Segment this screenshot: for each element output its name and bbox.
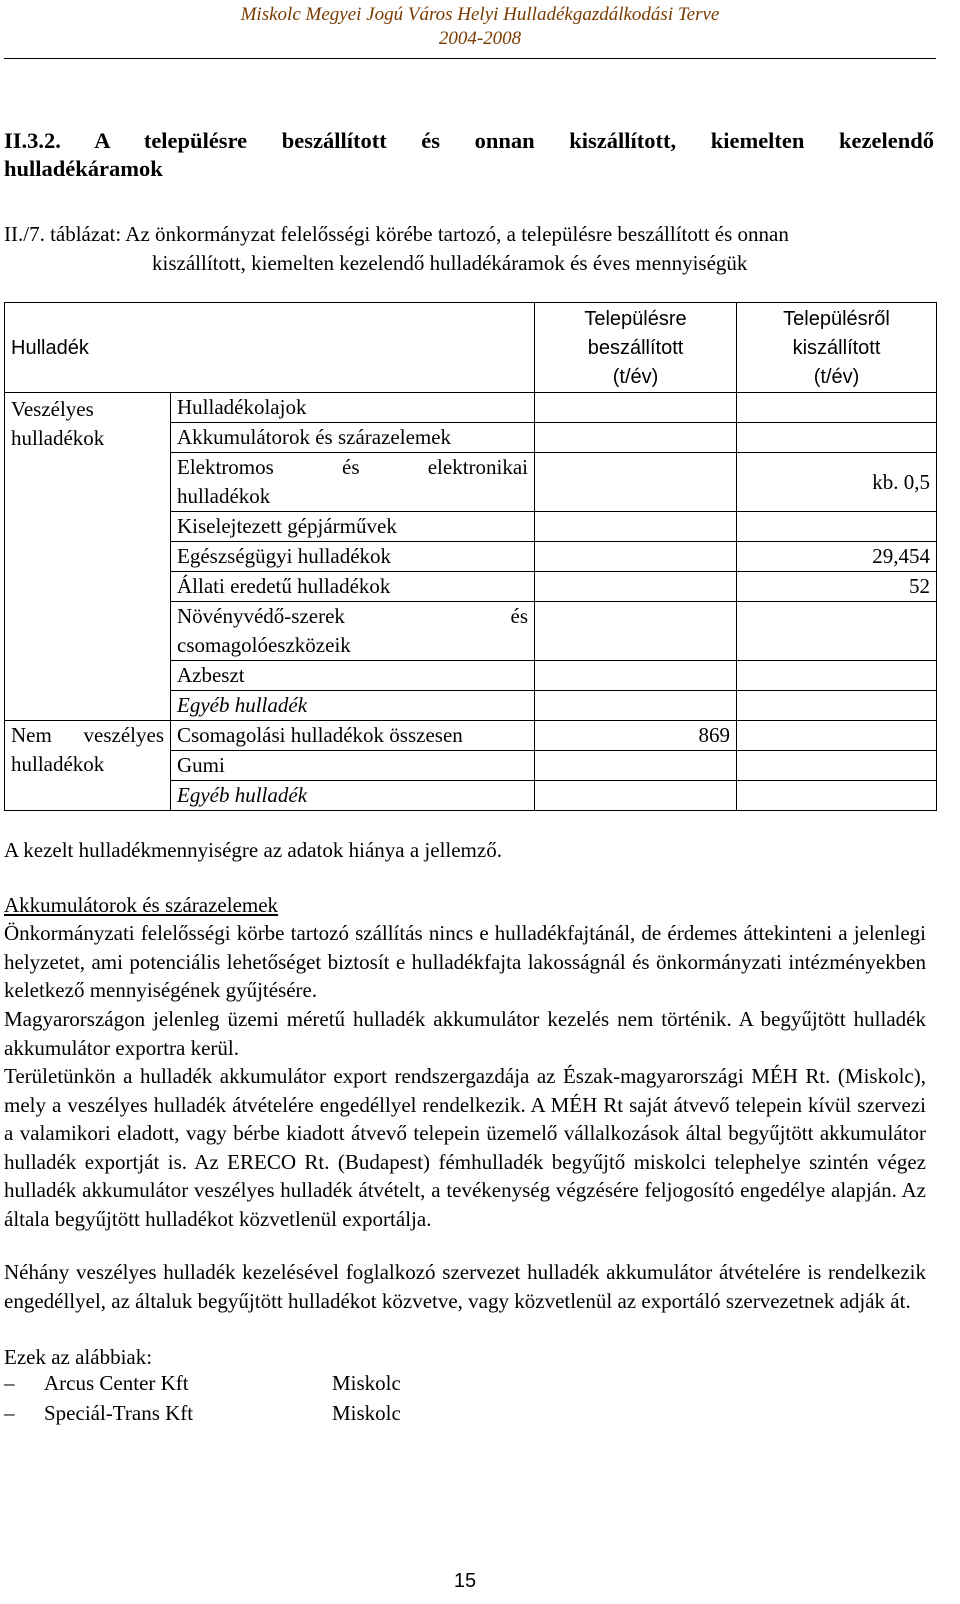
- row-in: [535, 423, 737, 453]
- table-row: [5, 721, 937, 751]
- note-text: A kezelt hulladékmennyiségre az adatok hiánya a jellemző.: [4, 838, 502, 862]
- company-name: Speciál-Trans Kft: [44, 1401, 194, 1425]
- section-title: II.3.2. A településre beszállított és onnan kiszállított, kiemelten kezelendő: [4, 128, 934, 153]
- row-name: Növényvédő-szerek és csomagolóeszközeik: [171, 602, 535, 661]
- row-name: Egyéb hulladék: [171, 691, 535, 721]
- row-name: Egészségügyi hulladékok: [171, 542, 535, 572]
- paragraph-4: Néhány veszélyes hulladék kezelésével foglalkozó szervezet hulladék akkumulátor átvételére is rendelkezik engedéllyel, az általuk begyűjtött hulladékot közvetve, vagy közvetlenül az exportáló szervezetnek adják át.: [4, 1260, 926, 1313]
- row-out: 52: [737, 572, 937, 602]
- header-years: 2004-2008: [438, 28, 522, 49]
- row-out: [737, 781, 937, 811]
- row-in: 869: [535, 721, 737, 751]
- company-name: Arcus Center Kft: [44, 1371, 189, 1395]
- row-name: Csomagolási hulladékok összesen: [171, 721, 535, 751]
- row-out: [737, 661, 937, 691]
- row-out: [737, 423, 937, 453]
- row-in: [535, 453, 737, 512]
- row-in: [535, 393, 737, 423]
- row-name: Akkumulátorok és szárazelemek: [171, 423, 535, 453]
- row-name: Állati eredetű hulladékok: [171, 572, 535, 602]
- paragraph-1: Önkormányzati felelősségi körbe tartozó szállítás nincs e hulladékfajtánál, de érdemes áttekinteni a jelenlegi helyzetet, ami potenciális lehetőséget biztosít e hulladékfajta lakosságnál és önkormányzati intézményekben keletkező mennyiségének gyűjtésére.: [4, 921, 926, 1002]
- subheading: Akkumulátorok és szárazelemek: [4, 893, 279, 917]
- row-out: [737, 721, 937, 751]
- company-city: Miskolc: [332, 1371, 401, 1395]
- paragraph-2: Magyarországon jelenleg üzemi méretű hulladék akkumulátor kezelés nem történik. A begyűjtött hulladék akkumulátor exportra kerül.: [4, 1007, 926, 1060]
- page-number: 15: [453, 1570, 477, 1592]
- waste-table: [4, 302, 937, 811]
- row-name: Hulladékolajok: [171, 393, 535, 423]
- row-out: 29,454: [737, 542, 937, 572]
- row-name: Egyéb hulladék: [171, 781, 535, 811]
- table-header-row: [5, 303, 937, 393]
- header-title: Miskolc Megyei Jogú Város Helyi Hulladékgazdálkodási Terve: [240, 4, 720, 25]
- dash-bullet: –: [4, 1401, 15, 1425]
- row-out: [737, 602, 937, 661]
- row-out: kb. 0,5: [737, 453, 937, 512]
- row-in: [535, 661, 737, 691]
- row-out: [737, 691, 937, 721]
- row-name: Azbeszt: [171, 661, 535, 691]
- table-caption-cont: kiszállított, kiemelten kezelendő hulladékáramok és éves mennyiségük: [152, 251, 748, 275]
- header-hulladek: Hulladék: [5, 303, 535, 393]
- section-title-cont: hulladékáramok: [4, 156, 163, 181]
- row-in: [535, 781, 737, 811]
- paragraph-5: Ezek az alábbiak:: [4, 1345, 153, 1369]
- row-out: [737, 751, 937, 781]
- list-item: [4, 1401, 401, 1426]
- header-outgoing: Településről kiszállított (t/év): [737, 303, 937, 393]
- table-row: [5, 393, 937, 423]
- header-incoming: Településre beszállított (t/év): [535, 303, 737, 393]
- row-out: [737, 512, 937, 542]
- row-in: [535, 751, 737, 781]
- row-name: Elektromos és elektronikai hulladékok: [171, 453, 535, 512]
- row-out: [737, 393, 937, 423]
- company-city: Miskolc: [332, 1401, 401, 1425]
- row-in: [535, 512, 737, 542]
- row-in: [535, 542, 737, 572]
- header-rule: [4, 58, 936, 59]
- row-in: [535, 691, 737, 721]
- row-name: Kiselejtezett gépjárművek: [171, 512, 535, 542]
- paragraph-3: Területünkön a hulladék akkumulátor export rendszergazdája az Észak-magyarországi MÉH Rt. (Miskolc), mely a veszélyes hulladék átvételére engedéllyel rendelkezik. A MÉH Rt saját átvevő telepein kívül szervezi a valamikori eladott, vagy bérbe kiadott átvevő telepein üzemelő vállalkozások által begyűjtött akkumulátor hulladék exportját is. Az ERECO Rt. (Budapest) fémhulladék begyűjtő miskolci telephelye szintén végez hulladék akkumulátor veszélyes hulladék átvételt, a tevékenység végzésére feljogosító engedélye alapján. Az általa begyűjtött hulladékot közvetlenül exportálja.: [4, 1064, 926, 1231]
- group-hazardous: Veszélyes hulladékok: [5, 393, 171, 721]
- row-name: Gumi: [171, 751, 535, 781]
- row-in: [535, 572, 737, 602]
- row-in: [535, 602, 737, 661]
- dash-bullet: –: [4, 1371, 15, 1395]
- table-caption: II./7. táblázat: Az önkormányzat felelősségi körébe tartozó, a településre beszállított és onnan: [4, 222, 789, 246]
- list-item: [4, 1371, 401, 1396]
- group-nonhazardous: Nem veszélyes hulladékok: [5, 721, 171, 811]
